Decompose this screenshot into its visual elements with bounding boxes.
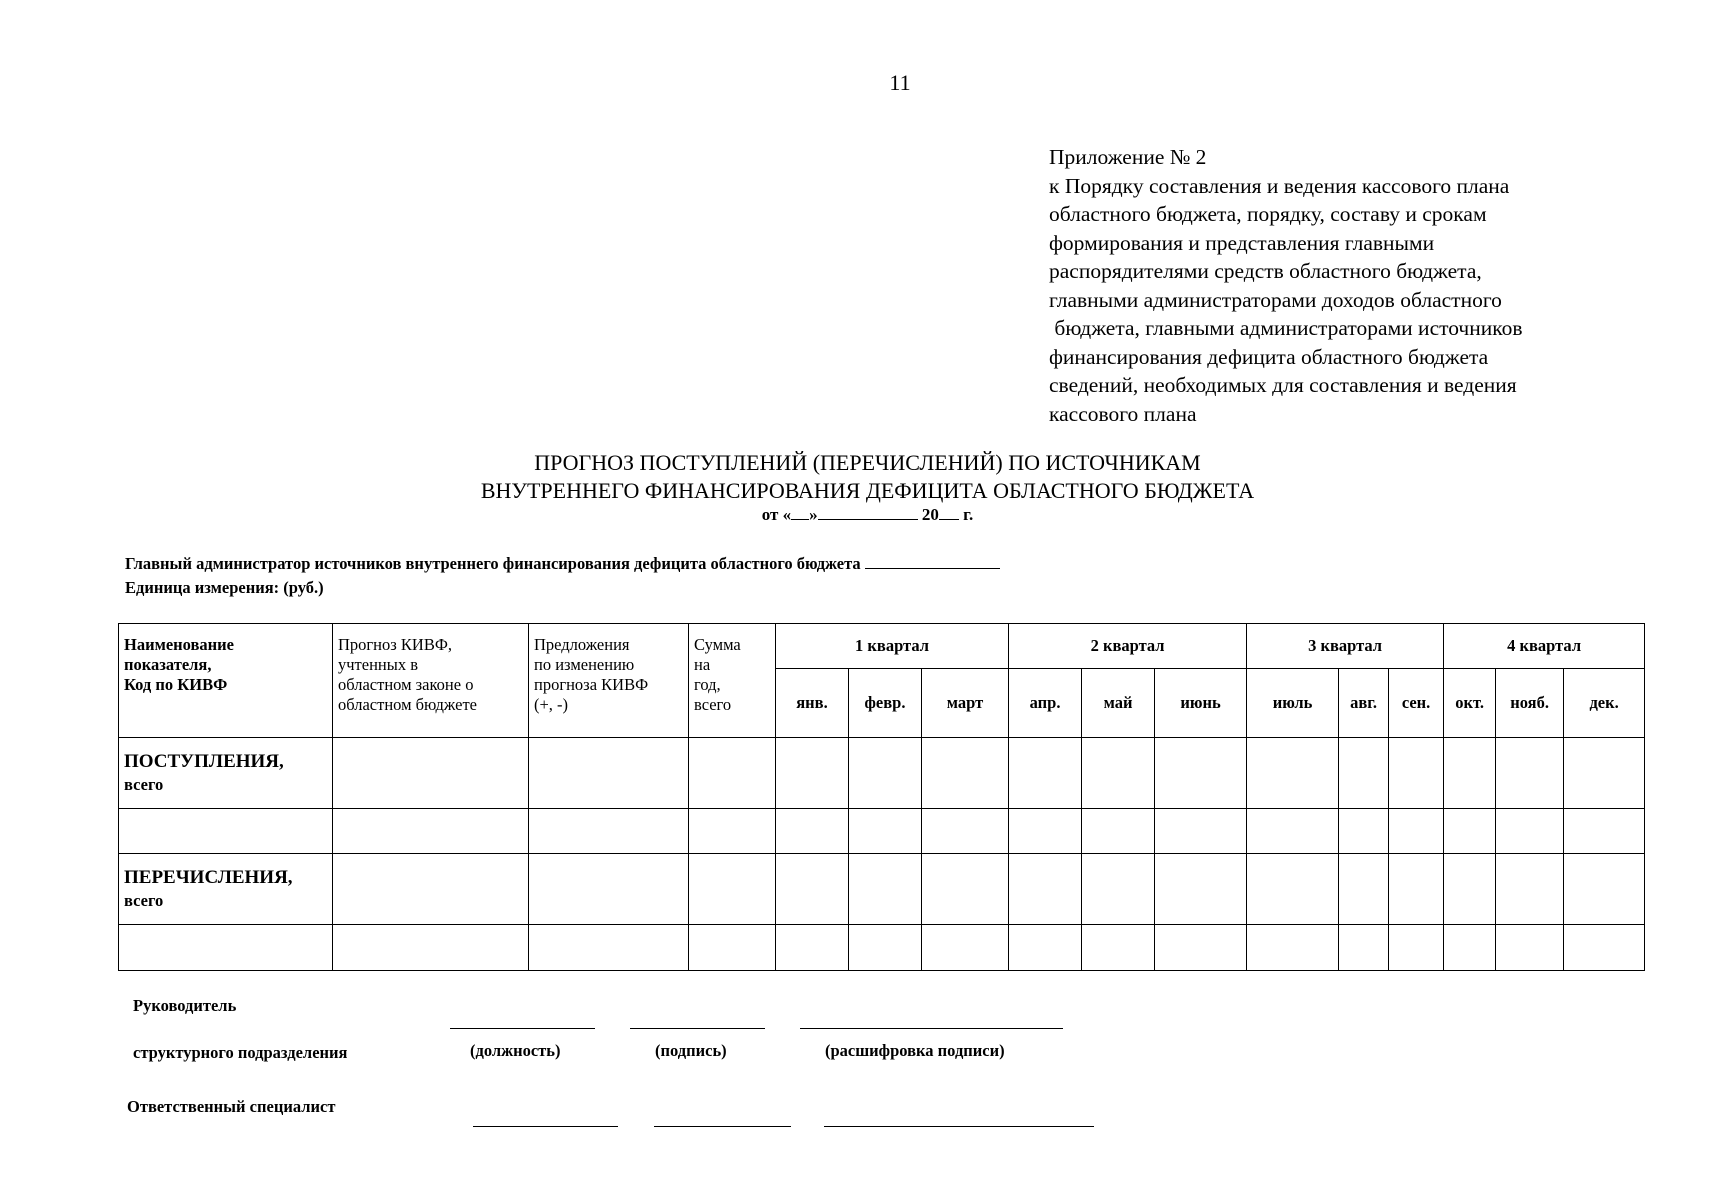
annex-block bbox=[1049, 143, 1689, 428]
header-quarter-4: 4 квартал bbox=[1444, 624, 1645, 669]
table-cell[interactable] bbox=[1155, 809, 1247, 854]
table-cell[interactable] bbox=[529, 925, 689, 971]
table-cell[interactable] bbox=[849, 809, 922, 854]
table-cell[interactable] bbox=[529, 809, 689, 854]
table-cell[interactable] bbox=[1082, 925, 1155, 971]
table-cell[interactable] bbox=[1444, 854, 1496, 925]
signature-caption: (подпись) bbox=[655, 1041, 727, 1060]
document-title-line-1: ПРОГНОЗ ПОСТУПЛЕНИЙ (ПЕРЕЧИСЛЕНИЙ) ПО ИСТОЧНИКАМ bbox=[534, 450, 1201, 475]
table-cell[interactable] bbox=[1564, 809, 1645, 854]
header-month-nov: нояб. bbox=[1496, 669, 1564, 738]
row-label-receipts: ПОСТУПЛЕНИЯ, всего bbox=[119, 738, 333, 809]
table-cell[interactable] bbox=[1155, 854, 1247, 925]
header-month-may: май bbox=[1082, 669, 1155, 738]
table-cell[interactable] bbox=[922, 738, 1009, 809]
table-cell[interactable] bbox=[922, 925, 1009, 971]
table-cell[interactable] bbox=[529, 738, 689, 809]
administrator-line bbox=[125, 554, 1000, 574]
document-title-line-2: ВНУТРЕННЕГО ФИНАНСИРОВАНИЯ ДЕФИЦИТА ОБЛАСТНОГО БЮДЖЕТА bbox=[480, 478, 1255, 503]
header-month-feb: февр. bbox=[849, 669, 922, 738]
annex-line: финансирования дефицита областного бюджета bbox=[1049, 344, 1489, 369]
table-cell[interactable] bbox=[529, 854, 689, 925]
table-cell[interactable] bbox=[1339, 925, 1389, 971]
responsible-signature-blank[interactable] bbox=[654, 1126, 791, 1127]
annex-line: кассового плана bbox=[1049, 401, 1197, 426]
header-month-jul: июль bbox=[1247, 669, 1339, 738]
table-cell[interactable] bbox=[1389, 925, 1444, 971]
administrator-label: Главный администратор источников внутреннего финансирования дефицита областного бюджета bbox=[125, 554, 865, 573]
row-label-transfers: ПЕРЕЧИСЛЕНИЯ, всего bbox=[119, 854, 333, 925]
table-cell[interactable] bbox=[1496, 925, 1564, 971]
table-cell[interactable] bbox=[1247, 809, 1339, 854]
table-cell[interactable] bbox=[849, 925, 922, 971]
table-row bbox=[119, 925, 1645, 971]
table-cell[interactable] bbox=[1496, 854, 1564, 925]
table-cell[interactable] bbox=[849, 854, 922, 925]
header-name: Наименование показателя, Код по КИВФ bbox=[119, 624, 333, 738]
table-row bbox=[119, 854, 1645, 925]
responsible-position-blank[interactable] bbox=[473, 1126, 618, 1127]
header-quarter-3: 3 квартал bbox=[1247, 624, 1444, 669]
table-cell[interactable] bbox=[1496, 738, 1564, 809]
annex-line: Приложение № 2 bbox=[1049, 145, 1207, 169]
date-mid: » bbox=[809, 505, 818, 524]
page-number: 11 bbox=[889, 70, 911, 95]
header-month-oct: окт. bbox=[1444, 669, 1496, 738]
decoding-caption: (расшифровка подписи) bbox=[825, 1041, 1005, 1060]
table-cell[interactable] bbox=[776, 925, 849, 971]
table-cell[interactable] bbox=[689, 925, 776, 971]
header-forecast: Прогноз КИВФ, учтенных в областном законе о областном бюджете bbox=[333, 624, 529, 738]
table-cell[interactable] bbox=[1155, 925, 1247, 971]
table-cell[interactable] bbox=[1339, 854, 1389, 925]
forecast-table bbox=[118, 623, 1645, 971]
annex-line: бюджета, главными администраторами источников bbox=[1049, 316, 1523, 340]
table-cell[interactable] bbox=[1564, 738, 1645, 809]
header-row-quarters bbox=[119, 624, 1645, 669]
table-cell[interactable] bbox=[1009, 738, 1082, 809]
table-cell[interactable] bbox=[1444, 925, 1496, 971]
responsible-label: Ответственный специалист bbox=[127, 1097, 336, 1116]
table-cell[interactable] bbox=[333, 738, 529, 809]
annex-line: областного бюджета, порядку, составу и срокам bbox=[1049, 202, 1487, 226]
annex-line: распорядителями средств областного бюджета, bbox=[1049, 259, 1482, 283]
table-cell[interactable] bbox=[1444, 809, 1496, 854]
table-cell[interactable] bbox=[1339, 809, 1389, 854]
annex-line: главными администраторами доходов областного bbox=[1049, 287, 1502, 312]
table-cell[interactable] bbox=[1082, 854, 1155, 925]
administrator-blank[interactable] bbox=[865, 554, 1000, 569]
annex-line: к Порядку составления и ведения кассового плана bbox=[1049, 173, 1510, 198]
date-prefix: от « bbox=[761, 505, 792, 524]
table-cell[interactable] bbox=[333, 809, 529, 854]
table-cell[interactable] bbox=[776, 854, 849, 925]
header-month-apr: апр. bbox=[1009, 669, 1082, 738]
table-row bbox=[119, 738, 1645, 809]
date-day-blank[interactable] bbox=[791, 505, 809, 520]
header-quarter-1: 1 квартал bbox=[776, 624, 1009, 669]
table-cell[interactable] bbox=[1009, 809, 1082, 854]
date-year: 20 bbox=[917, 505, 939, 524]
table-cell[interactable] bbox=[1155, 738, 1247, 809]
table-cell[interactable] bbox=[1247, 738, 1339, 809]
table-cell[interactable] bbox=[922, 854, 1009, 925]
responsible-decoding-blank[interactable] bbox=[824, 1126, 1094, 1127]
table-cell[interactable] bbox=[689, 738, 776, 809]
head-label-line-2: структурного подразделения bbox=[133, 1043, 348, 1062]
row-label-blank[interactable] bbox=[119, 809, 333, 854]
date-suffix: г. bbox=[958, 505, 974, 524]
header-month-dec: дек. bbox=[1564, 669, 1645, 738]
head-label-line-1: Руководитель bbox=[133, 996, 237, 1015]
table-cell[interactable] bbox=[1009, 925, 1082, 971]
header-month-mar: март bbox=[922, 669, 1009, 738]
decoding-blank[interactable] bbox=[800, 1028, 1063, 1029]
table-cell[interactable] bbox=[1247, 854, 1339, 925]
header-month-jun: июнь bbox=[1155, 669, 1247, 738]
row-label-blank[interactable] bbox=[119, 925, 333, 971]
table-cell[interactable] bbox=[1496, 809, 1564, 854]
table-cell[interactable] bbox=[776, 809, 849, 854]
table-row bbox=[119, 809, 1645, 854]
table-cell[interactable] bbox=[922, 809, 1009, 854]
table-cell[interactable] bbox=[1247, 925, 1339, 971]
table-cell[interactable] bbox=[776, 738, 849, 809]
position-caption: (должность) bbox=[470, 1041, 561, 1060]
date-line bbox=[700, 505, 1035, 525]
table-cell[interactable] bbox=[1564, 854, 1645, 925]
header-month-sep: сен. bbox=[1389, 669, 1444, 738]
annex-line: формирования и представления главными bbox=[1049, 230, 1435, 255]
table-cell[interactable] bbox=[689, 854, 776, 925]
table-cell[interactable] bbox=[1009, 854, 1082, 925]
table-cell[interactable] bbox=[1389, 809, 1444, 854]
unit-label: Единица измерения: (руб.) bbox=[125, 578, 324, 597]
table-cell[interactable] bbox=[689, 809, 776, 854]
header-quarter-2: 2 квартал bbox=[1009, 624, 1247, 669]
table-cell[interactable] bbox=[849, 738, 922, 809]
date-month-blank[interactable] bbox=[818, 505, 918, 520]
header-month-jan: янв. bbox=[776, 669, 849, 738]
table-cell[interactable] bbox=[1389, 854, 1444, 925]
table-cell[interactable] bbox=[333, 925, 529, 971]
annex-line: сведений, необходимых для составления и ведения bbox=[1049, 373, 1517, 397]
signature-blank[interactable] bbox=[630, 1028, 765, 1029]
table-cell[interactable] bbox=[1082, 738, 1155, 809]
header-proposals: Предложения по изменению прогноза КИВФ (+, -) bbox=[529, 624, 689, 738]
position-blank[interactable] bbox=[450, 1028, 595, 1029]
header-sum: Сумма на год, всего bbox=[689, 624, 776, 738]
table-cell[interactable] bbox=[1564, 925, 1645, 971]
header-month-aug: авг. bbox=[1339, 669, 1389, 738]
date-year-blank[interactable] bbox=[939, 505, 959, 520]
table-cell[interactable] bbox=[1339, 738, 1389, 809]
table-cell[interactable] bbox=[1444, 738, 1496, 809]
table-cell[interactable] bbox=[1082, 809, 1155, 854]
table-cell[interactable] bbox=[333, 854, 529, 925]
table-cell[interactable] bbox=[1389, 738, 1444, 809]
